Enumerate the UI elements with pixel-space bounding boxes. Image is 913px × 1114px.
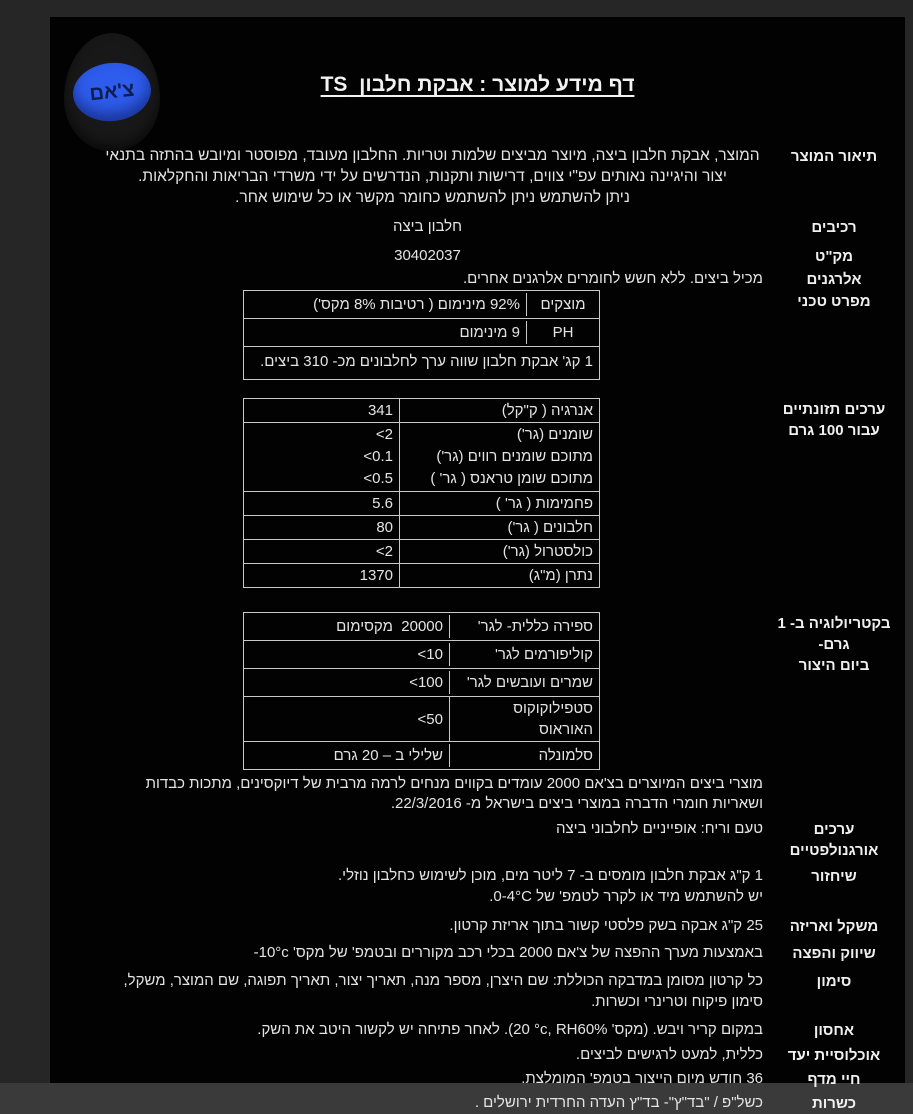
section-ingredients: [50, 216, 905, 238]
row-value: <0.5: [363, 470, 393, 487]
section-label: שיווק והפצה: [792, 945, 876, 962]
section-body: [50, 865, 763, 907]
section-label: אלרגנים: [806, 271, 862, 288]
row-value: <2: [375, 543, 393, 560]
section-body: [50, 290, 763, 380]
section-body: [50, 398, 763, 588]
table-row: [244, 668, 599, 696]
row-label: פחמימות ( גר' ): [399, 492, 599, 515]
table-row: [244, 491, 599, 515]
product-info-sheet: [50, 17, 905, 1112]
table-row-fats-group: [244, 422, 599, 491]
section-target-population: [50, 1044, 905, 1066]
table-row: [244, 640, 599, 668]
section-weight-packaging: [50, 915, 905, 937]
row-value: 9 מינימום: [459, 324, 520, 341]
row-value: 20000 מקסימום: [336, 618, 443, 635]
allergens-value: מכיל ביצים. ללא חשש לחומרים אלרגנים אחרים.: [463, 270, 763, 287]
row-label: קוליפורמים לגר': [449, 643, 599, 666]
row-label: ספירה כללית- לגר': [449, 615, 599, 638]
section-product-description: [50, 145, 905, 208]
section-label: [763, 612, 905, 676]
row-value: 92% מינימום ( רטיבות 8% מקס'): [313, 296, 520, 313]
weight-value: 25 ק"ג אבקה בשק פלסטי קשור בתוך אריזת קרטון.: [449, 917, 763, 934]
table-row: [244, 613, 599, 640]
row-label: שומנים (גר'): [516, 426, 593, 443]
section-allergens: [50, 268, 905, 290]
section-label: אחסון: [813, 1022, 855, 1039]
nutrition-label-line2: עבור 100 גרם: [788, 422, 880, 439]
bacteriology-label-line2: ביום היצור: [798, 657, 870, 674]
row-label: אנרגיה ( ק"קל): [399, 399, 599, 422]
row-value: 80: [376, 519, 393, 536]
section-technical-spec: [50, 290, 905, 380]
row-label: שמרים ועובשים לגר': [449, 671, 599, 694]
ingredients-value: חלבון ביצה: [392, 218, 462, 235]
section-label: מפרט טכני: [797, 293, 871, 310]
row-value: <10: [417, 646, 443, 663]
row-value: <50: [417, 710, 443, 728]
shelf-life-value: 36 חודש מיום הייצור בטמפ' המומלצת.: [521, 1070, 763, 1087]
section-catalog-number: [50, 245, 905, 267]
section-label: [763, 398, 905, 441]
row-label: PH: [526, 321, 599, 344]
section-body: [50, 612, 763, 814]
bacteriology-label-line1: בקטריולוגיה ב- 1 גרם-: [777, 615, 891, 653]
row-value: שלילי ב – 20 גרם: [333, 747, 443, 764]
section-label: ערכים אורגנולפטיים: [789, 821, 879, 859]
section-storage: [50, 1019, 905, 1041]
row-value: 341: [367, 402, 393, 419]
row-label: מוצקים: [526, 293, 599, 316]
row-value: 5.6: [372, 495, 393, 512]
section-shelf-life: [50, 1068, 905, 1090]
section-distribution: [50, 942, 905, 964]
kosher-value: כשל"פ / "בד"ץ"- בד"ץ העדה החרדית ירושלים .: [474, 1094, 763, 1111]
row-value: <100: [409, 674, 443, 691]
reconstitution-line2: יש להשתמש מיד או לקרר לטמפ' של ‎0-4°C‎.: [489, 888, 763, 905]
section-label: סימון: [816, 973, 852, 990]
section-label: כשרות: [811, 1095, 856, 1112]
section-kosher: [50, 1092, 905, 1114]
row-label: מתוכם שומנים רווים (גר'): [436, 448, 593, 465]
row-value: <2: [375, 426, 393, 443]
catalog-number-value: 30402037: [394, 247, 461, 264]
table-footer-text: 1 קג' אבקת חלבון שווה ערך לחלבונים מכ- 310 ביצים.: [260, 353, 593, 370]
description-paragraph-2: ניתן להשתמש ניתן להשתמש כחומר מקשר או כל שימוש אחר.: [235, 189, 630, 206]
section-organoleptic: [50, 818, 905, 861]
row-label: סלמונלה: [449, 744, 599, 767]
technical-spec-table: [243, 290, 600, 380]
table-row: [244, 291, 599, 318]
nutrition-label-line1: ערכים תזונתיים: [782, 401, 886, 418]
nutrition-table: [243, 398, 600, 588]
table-row: [244, 515, 599, 539]
row-value: 1370: [359, 567, 393, 584]
page-title: [50, 73, 905, 97]
row-label: מתוכם שומן טראנס ( גר' ): [430, 470, 593, 487]
logo-text: צ'אם: [88, 78, 136, 105]
table-row: [244, 318, 599, 346]
row-label: חלבונים ( גר'): [399, 516, 599, 539]
section-bacteriology: [50, 612, 905, 814]
row-label: כולסטרול (גר'): [399, 540, 599, 563]
section-reconstitution: [50, 865, 905, 907]
page-title-text: דף מידע למוצר : אבקת חלבון TS: [320, 73, 635, 96]
section-body: [50, 145, 763, 208]
section-label: מק"ט: [815, 248, 853, 265]
table-row: [244, 539, 599, 563]
reconstitution-line1: 1 ק"ג אבקת חלבון מומסים ב- 7 ליטר מים, מוכן לשימוש כחלבון נוזלי.: [338, 867, 763, 884]
table-footer-row: [244, 346, 599, 379]
section-label: משקל ואריזה: [789, 918, 879, 935]
storage-value: במקום קריר ויבש. (מקס' ‎20 °c‎, RH60%). לאחר פתיחה יש לקשור היטב את השק.: [257, 1021, 763, 1038]
row-label: סטפילוקוקוס האוראוס: [449, 697, 599, 741]
marking-value: כל קרטון מסומן במדבקה הכוללת: שם היצרן, מספר מנה, תאריך יצור, תאריך תפוגה, שם המוצר, משקל, סימון פיקוח וטרינרי וכשרות.: [123, 972, 763, 1010]
table-row: [244, 563, 599, 587]
row-value-group: [244, 423, 399, 491]
target-population-value: כללית, למעט לרגישים לביצים.: [575, 1046, 763, 1063]
table-row: [244, 399, 599, 422]
row-label: נתרן (מ"ג): [399, 564, 599, 587]
distribution-value: באמצעות מערך ההפצה של צ'אם 2000 בכלי רכב מקוררים ובטמפ' של מקס' ‎-10°c‎: [253, 944, 763, 961]
section-nutrition: [50, 398, 905, 588]
description-paragraph-1: המוצר, אבקת חלבון ביצה, מיוצר מביצים שלמות וטריות. החלבון מעובד, מפוסטר ומיובש בהתזה בתנאי יצור והיגיינה נאותים עפ"י צווים, דרישות ותקנות, הנדרשים על ידי משרדי הבריאות והחקלאות.: [105, 147, 760, 185]
row-label-group: [399, 423, 599, 491]
section-label: רכיבים: [811, 219, 857, 236]
table-row: [244, 696, 599, 741]
document-header: [50, 17, 905, 145]
organoleptic-value: טעם וריח: אופייניים לחלבוני ביצה: [556, 820, 763, 837]
bacteriology-note: מוצרי ביצים המיוצרים בצ'אם 2000 עומדים בקווים מנחים לרמה מרבית של דיוקסינים, מתכות כבדות ושאריות חומרי הדברה במוצרי ביצים בישראל מ- 22/3/2016.: [145, 775, 763, 812]
section-label: חיי מדף: [807, 1071, 861, 1088]
table-row: [244, 741, 599, 769]
section-marking: [50, 970, 905, 1012]
row-value: <0.1: [363, 448, 393, 465]
bacteriology-table: [243, 612, 600, 770]
section-label: אוכלוסיית יעד: [787, 1047, 881, 1064]
section-label: שיחזור: [811, 868, 857, 885]
section-label: תיאור המוצר: [790, 148, 878, 165]
